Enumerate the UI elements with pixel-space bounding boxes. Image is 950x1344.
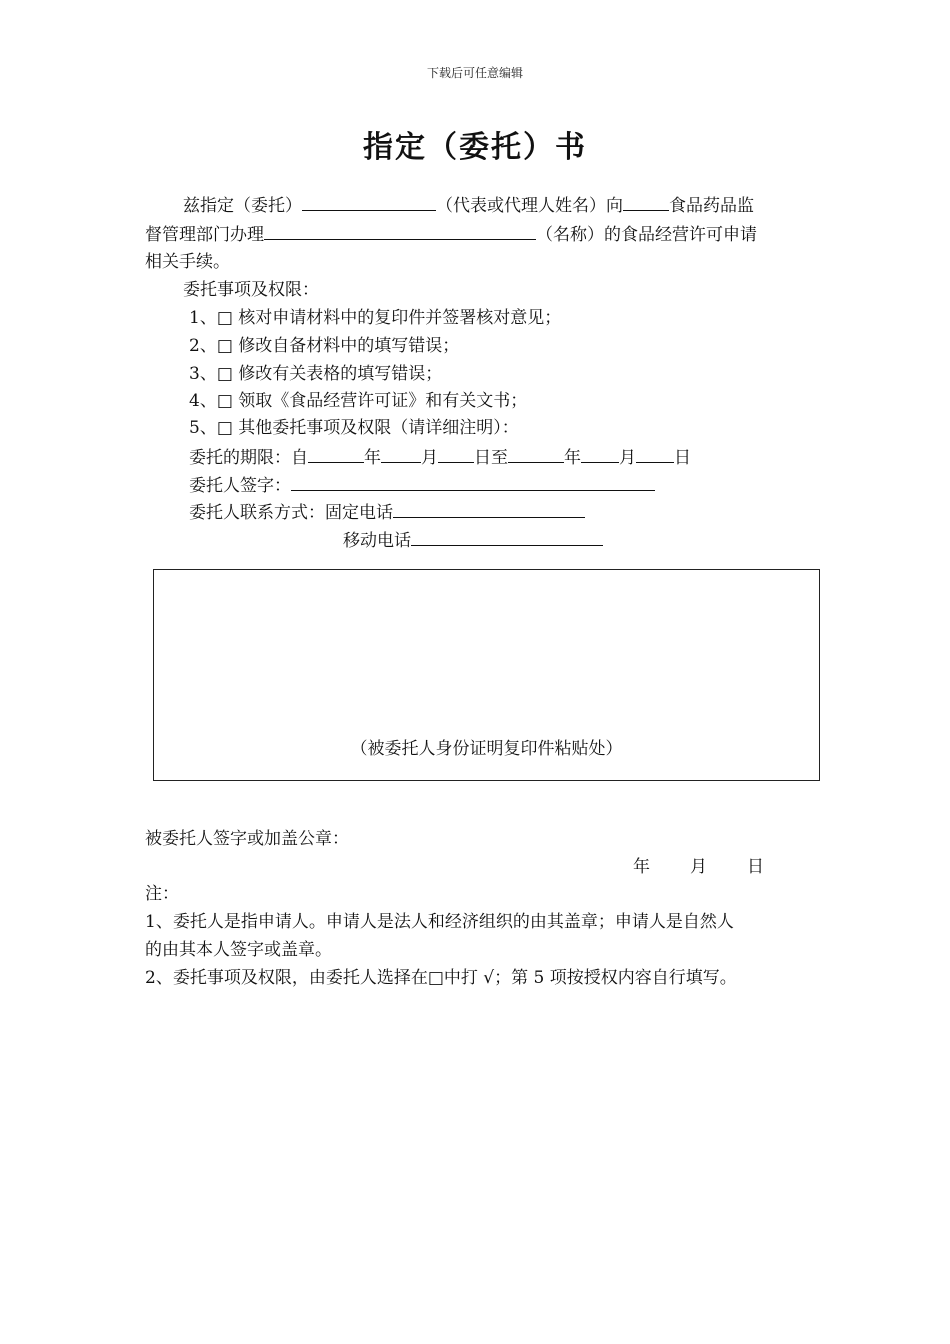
note-1-line-2: 的由其本人签字或盖章。 (145, 940, 332, 960)
end-year-blank[interactable] (508, 448, 564, 463)
scope-item-1[interactable]: 1、□ 核对申请材料中的复印件并签署核对意见； (189, 308, 562, 328)
name-blank[interactable] (264, 225, 536, 240)
start-month-blank[interactable] (381, 448, 421, 463)
start-year-blank[interactable] (308, 448, 364, 463)
note-2: 2、委托事项及权限，由委托人选择在□中打 √；第 5 项按授权内容自行填写。 (145, 968, 737, 988)
landline-blank[interactable] (393, 503, 585, 518)
mobile-blank[interactable] (411, 531, 603, 546)
trustee-signature-label: 被委托人签字或加盖公章： (145, 829, 349, 849)
intro-text-3: 食品药品监 (669, 196, 754, 216)
scope-heading: 委托事项及权限： (183, 280, 319, 300)
intro-line-3: 相关手续。 (145, 252, 230, 272)
period-label: 委托的期限：自 (189, 448, 308, 468)
period-day-2: 日 (674, 448, 691, 468)
id-copy-box (153, 569, 820, 781)
agency-blank[interactable] (623, 196, 669, 211)
intro-line-1 (183, 196, 754, 215)
scope-item-3[interactable]: 3、□ 修改有关表格的填写错误； (189, 364, 443, 384)
period-year-1: 年 (364, 448, 381, 468)
page-title: 指定（委托）书 (363, 130, 587, 165)
end-month-blank[interactable] (581, 448, 619, 463)
date-month: 月 (690, 857, 707, 877)
id-copy-caption: （被委托人身份证明复印件粘贴处） (350, 739, 623, 759)
intro-text-4: 督管理部门办理 (145, 225, 264, 245)
intro-line-2 (145, 225, 757, 244)
start-day-blank[interactable] (438, 448, 474, 463)
period-day-1: 日至 (474, 448, 508, 468)
signature-label: 委托人签字： (189, 476, 291, 496)
date-year: 年 (633, 857, 650, 877)
top-note: 下载后可任意编辑 (426, 66, 523, 80)
end-day-blank[interactable] (636, 448, 674, 463)
intro-text-2: （代表或代理人姓名）向 (436, 196, 623, 216)
representative-name-blank[interactable] (302, 196, 436, 211)
intro-text-1: 兹指定（委托） (183, 196, 302, 216)
mobile-label: 移动电话 (343, 531, 411, 551)
signature-line (189, 476, 655, 495)
signature-blank[interactable] (291, 476, 655, 491)
period-year-2: 年 (564, 448, 581, 468)
scope-item-5[interactable]: 5、□ 其他委托事项及权限（请详细注明）： (189, 418, 519, 438)
note-1-line-1: 1、委托人是指申请人。申请人是法人和经济组织的由其盖章；申请人是自然人 (145, 912, 734, 932)
scope-item-2[interactable]: 2、□ 修改自备材料中的填写错误； (189, 336, 460, 356)
scope-item-4[interactable]: 4、□ 领取《食品经营许可证》和有关文书； (189, 391, 528, 411)
period-month-2: 月 (619, 448, 636, 468)
intro-text-5: （名称）的食品经营许可申请 (536, 225, 757, 245)
contact-label: 委托人联系方式：固定电话 (189, 503, 393, 523)
contact-line (189, 503, 585, 522)
notes-heading: 注： (145, 884, 179, 904)
date-line (633, 859, 764, 876)
period-line (189, 448, 691, 467)
period-month-1: 月 (421, 448, 438, 468)
date-day: 日 (747, 857, 764, 877)
mobile-line (343, 531, 603, 550)
